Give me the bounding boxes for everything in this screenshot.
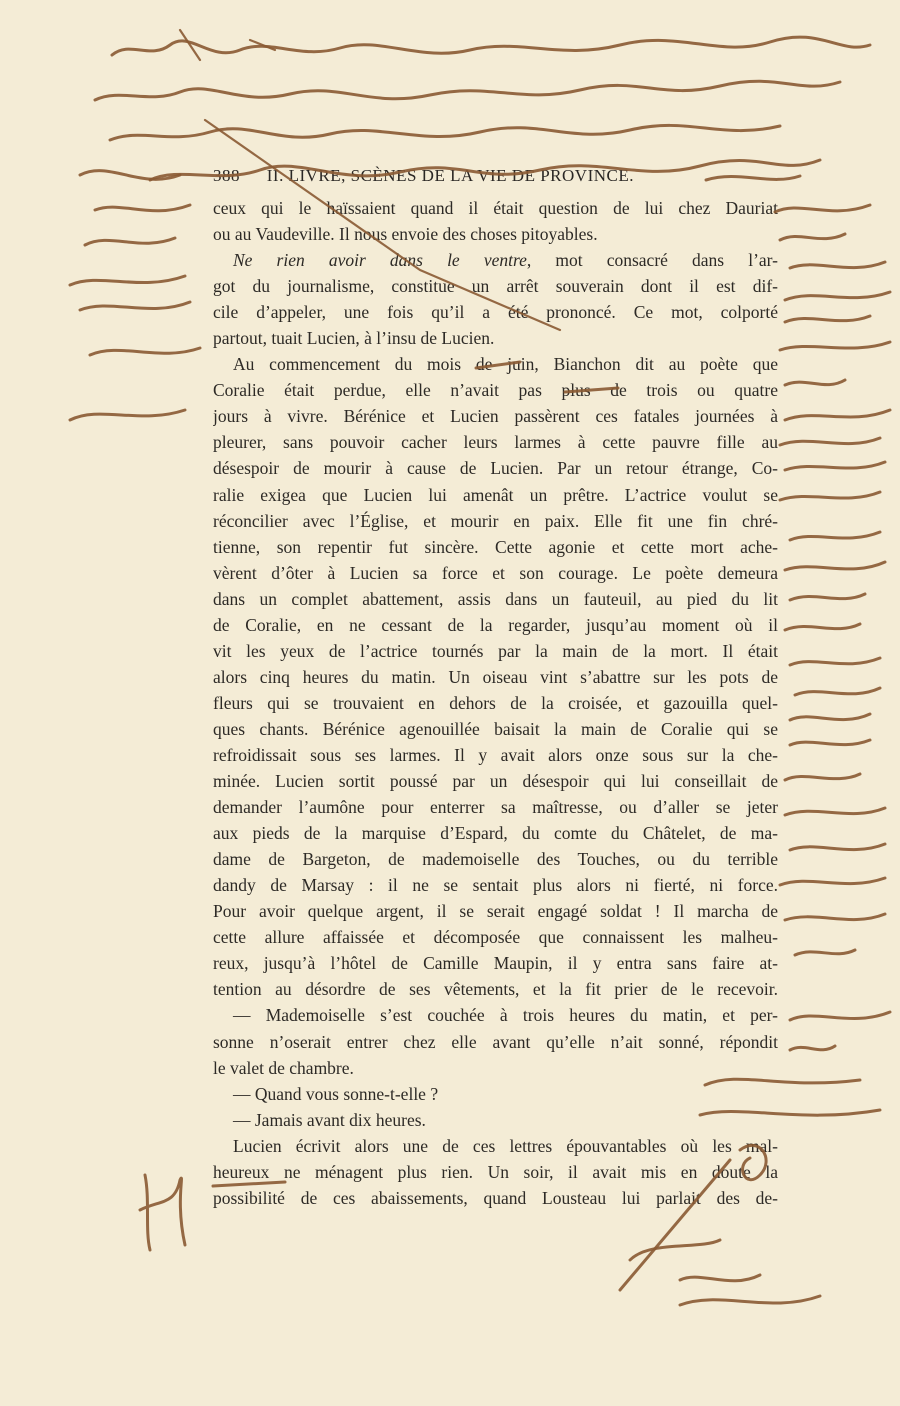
ink-stroke <box>780 878 885 885</box>
text-line: pleurer, sans pouvoir cacher leurs larmes à cette pauvre fille au <box>213 432 778 453</box>
text-line: — Mademoiselle s’est couchée à trois heures du matin, et per- <box>233 1005 778 1026</box>
ink-stroke <box>785 774 860 780</box>
text-line: got du journalisme, constitue un arrêt souverain dont il est dif- <box>213 276 778 297</box>
text-line: — Quand vous sonne-t-elle ? <box>233 1083 439 1104</box>
ink-stroke <box>785 808 885 815</box>
ink-stroke <box>785 316 870 322</box>
ink-stroke <box>785 914 885 920</box>
text-line: ou au Vaudeville. Il nous envoie des choses pitoyables. <box>213 224 598 245</box>
ink-stroke <box>795 688 880 695</box>
ink-stroke <box>790 594 865 600</box>
text-line: refroidissait sous ses larmes. Il y avait alors onze sous sur la che- <box>213 744 778 765</box>
text-line: vèrent d’ôter à Lucien sa force et son courage. Le poète demeura <box>213 562 778 583</box>
text-line: dandy de Marsay : il ne se sentait plus alors ni fierté, ni force. <box>213 875 778 896</box>
text-line: Ne rien avoir dans le ventre, mot consacré dans l’ar- <box>233 250 778 271</box>
ink-stroke <box>706 176 800 180</box>
ink-stroke <box>180 30 275 60</box>
text-line: cile d’appeler, une fois qu’il a été prononcé. Ce mot, colporté <box>213 302 778 323</box>
text-line: vit les yeux de l’actrice tournés par la main de la mort. Il était <box>213 640 778 661</box>
text-line: partout, tuait Lucien, à l’insu de Lucien. <box>213 328 495 349</box>
ink-stroke <box>780 342 890 350</box>
text-line: demander l’aumône pour enterrer sa maîtresse, ou d’aller se jeter <box>213 797 778 818</box>
body-text <box>213 195 778 1211</box>
ink-stroke <box>790 262 885 268</box>
text-line: reux, jusqu’à l’hôtel de Camille Maupin, il y entra sans faire at- <box>213 953 778 974</box>
text-line: tention au désordre de ses vêtements, et la fit prier de le recevoir. <box>213 979 778 1000</box>
ink-stroke <box>790 844 885 850</box>
ink-stroke <box>680 1296 820 1305</box>
ink-stroke <box>790 532 880 540</box>
text-line: cette allure affaissée et décomposée que connaissent les malheu- <box>213 927 778 948</box>
text-line: minée. Lucien sortit poussé par un désespoir qui lui conseillait de <box>213 771 778 792</box>
page-header <box>213 166 634 186</box>
ink-stroke <box>110 125 780 140</box>
text-line: possibilité de ces abaissements, quand Lousteau lui parlait des de- <box>213 1187 778 1208</box>
ink-stroke <box>112 37 870 55</box>
text-line: fleurs qui se trouvaient en dehors de la croisée, et gazouilla quel- <box>213 692 778 713</box>
ink-stroke <box>785 380 845 385</box>
ink-stroke <box>780 234 845 240</box>
text-line: heureux ne ménagent plus rien. Un soir, il avait mis en doute la <box>213 1161 778 1182</box>
ink-stroke <box>780 492 880 500</box>
ink-stroke <box>70 238 185 285</box>
ink-stroke <box>140 1175 185 1250</box>
text-line: ques chants. Bérénice agenouillée baisait la main de Coralie qui se <box>213 718 778 739</box>
ink-stroke <box>785 562 885 570</box>
ink-stroke <box>80 302 200 355</box>
text-line: Au commencement du mois de juin, Bianchon dit au poète que <box>233 354 778 375</box>
ink-stroke <box>95 81 840 100</box>
ink-stroke <box>785 624 860 630</box>
text-line: dans un complet abattement, assis dans un fauteuil, au pied du lit <box>213 588 778 609</box>
ink-stroke <box>80 171 190 211</box>
ink-stroke <box>790 658 880 665</box>
text-line: Pour avoir quelque argent, il se serait engagé soldat ! Il marcha de <box>213 901 778 922</box>
page-number: 388 <box>213 166 240 185</box>
running-title: II. LIVRE, SCÈNES DE LA VIE DE PROVINCE. <box>266 166 634 185</box>
ink-stroke <box>785 410 890 420</box>
text-line: Coralie était perdue, elle n’avait pas plus de trois ou quatre <box>213 380 778 401</box>
text-line: alors cinq heures du matin. Un oiseau vint s’abattre sur les pots de <box>213 666 778 687</box>
text-line: réconcilier avec l’Église, et mourir en paix. Elle fit une fin chré- <box>213 510 778 531</box>
ink-stroke <box>785 292 890 300</box>
text-line: aux pieds de la marquise d’Espard, du comte du Châtelet, de ma- <box>213 823 778 844</box>
text-line: ceux qui le haïssaient quand il était question de lui chez Dauriat <box>213 198 778 218</box>
ink-stroke <box>630 1240 760 1281</box>
text-line: de Coralie, en ne cessant de la regarder, jusqu’au moment où il <box>213 614 778 635</box>
text-line: — Jamais avant dix heures. <box>233 1109 426 1130</box>
ink-stroke <box>795 950 855 955</box>
ink-stroke <box>790 714 870 720</box>
ink-stroke <box>775 205 870 212</box>
ink-stroke <box>780 438 880 445</box>
ink-stroke <box>790 740 870 745</box>
text-line: sonne n’oserait entrer chez elle avant qu’elle n’ait sonné, répondit <box>213 1031 778 1052</box>
ink-stroke <box>785 462 885 470</box>
text-line: ralie exigea que Lucien lui amenât un prêtre. L’actrice voulut se <box>213 484 778 505</box>
text-line: dame de Bargeton, de mademoiselle des Touches, ou du terrible <box>213 849 778 870</box>
text-line: Lucien écrivit alors une de ces lettres épouvantables où les mal- <box>233 1135 778 1156</box>
text-line: désespoir de mourir à cause de Lucien. Par un retour étrange, Co- <box>213 458 778 479</box>
text-line: tienne, son repentir fut sincère. Cette agonie et cette mort ache- <box>213 536 778 557</box>
text-line: le valet de chambre. <box>213 1057 354 1078</box>
ink-stroke <box>790 1046 835 1050</box>
ink-stroke <box>70 410 185 420</box>
ink-stroke <box>790 1012 890 1020</box>
text-line: jours à vivre. Bérénice et Lucien passèrent ces fatales journées à <box>213 406 778 427</box>
